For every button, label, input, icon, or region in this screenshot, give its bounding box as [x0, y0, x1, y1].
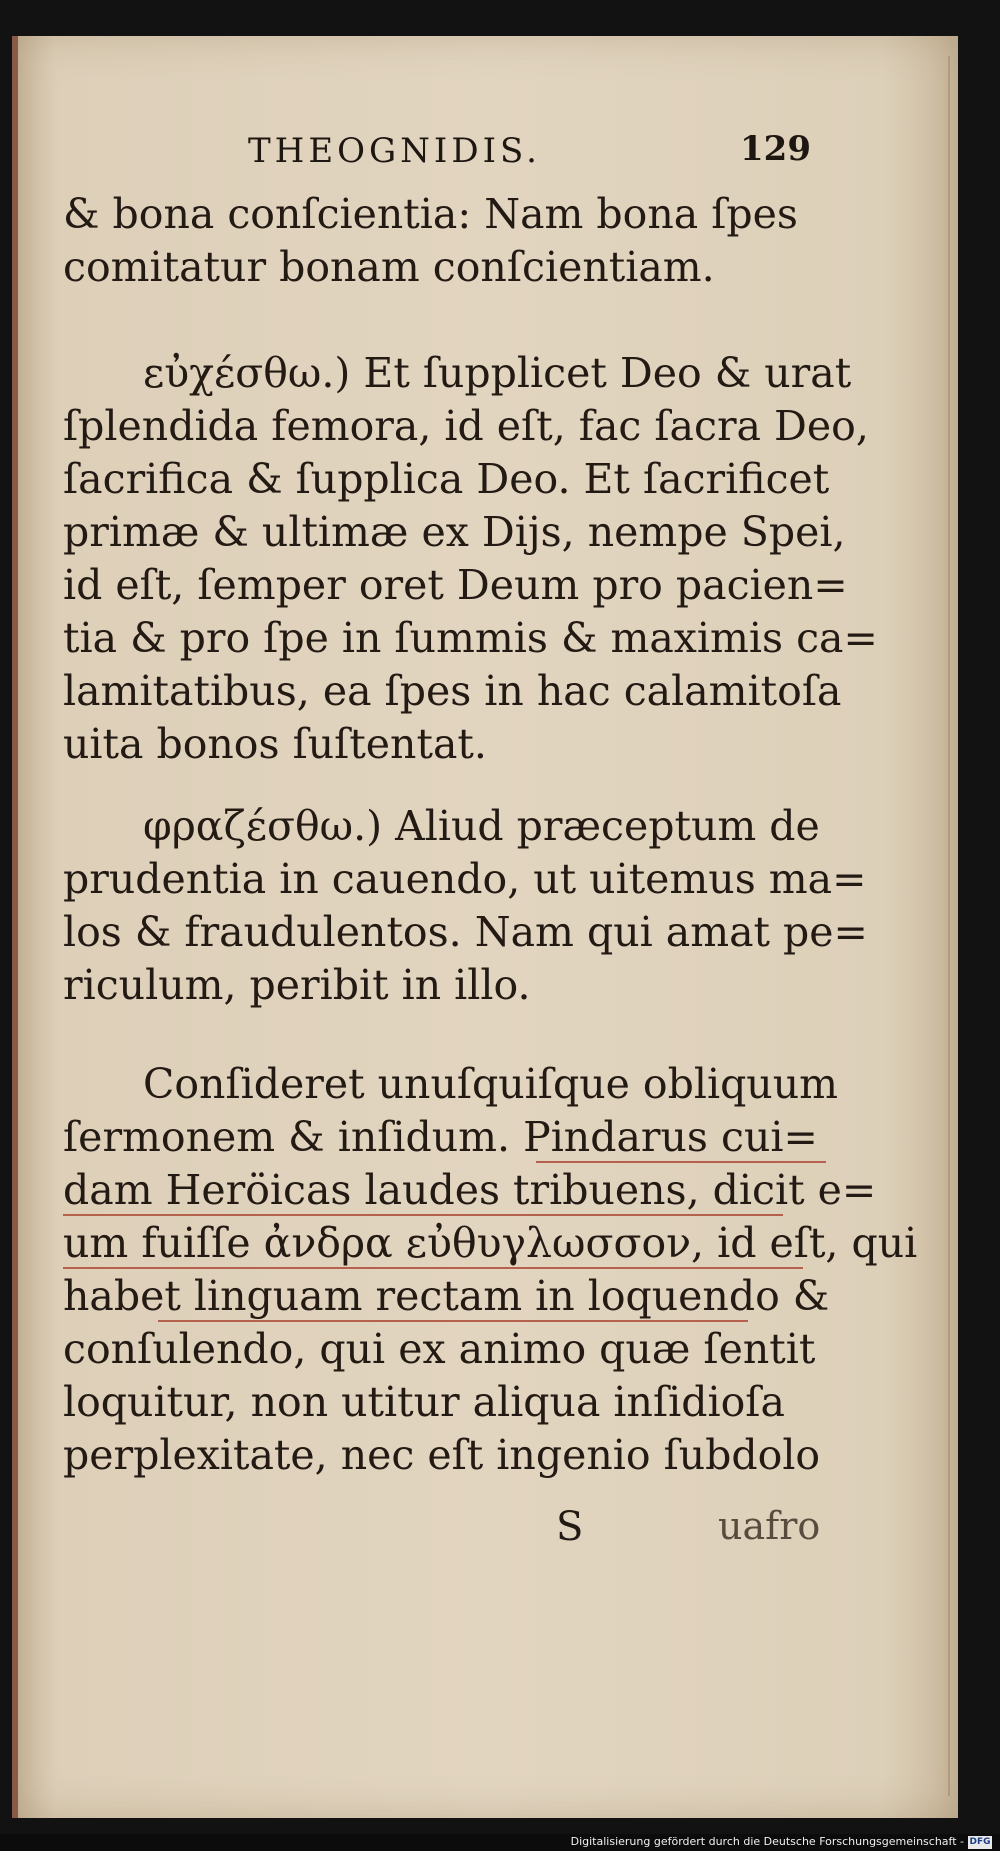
- text-line-22: perplexitate, nec eſt ingenio ſubdolo: [63, 1431, 821, 1479]
- handwritten-underline: [63, 1267, 803, 1269]
- text-line-15: Conſideret unuſquiſque obliquum: [143, 1060, 838, 1108]
- text-line-6: primæ & ultimæ ex Dijs, nempe Spei,: [63, 508, 846, 556]
- page-edge: [948, 56, 950, 1796]
- book-page: [12, 36, 958, 1818]
- handwritten-underline: [536, 1161, 826, 1163]
- text-line-7: id eſt, ſemper oret Deum pro pacien=: [63, 561, 848, 609]
- text-line-12: prudentia in cauendo, ut uitemus ma=: [63, 855, 867, 903]
- text-line-9: lamitatibus, ea ſpes in hac calamitoſa: [63, 667, 842, 715]
- text-line-10: uita bonos ſuſtentat.: [63, 720, 487, 768]
- text-line-17: dam Heröicas laudes tribuens, dicit e=: [63, 1166, 877, 1214]
- page-number: 129: [740, 129, 811, 169]
- catchword: uafro: [718, 1504, 821, 1548]
- text-line-21: loquitur, non utitur aliqua inſidioſa: [63, 1378, 785, 1426]
- text-line-11: φραζέσθω.) Aliud præceptum de: [143, 802, 820, 850]
- text-line-1: & bona conſcientia: Nam bona ſpes: [63, 190, 798, 238]
- text-line-18: um fuiſſe ἀνδρα εὐθυγλωσσον, id eſt, qui: [63, 1219, 918, 1267]
- dfg-logo-icon: DFG: [969, 1837, 991, 1847]
- signature-mark: S: [556, 1504, 584, 1550]
- text-line-19: habet linguam rectam in loquendo &: [63, 1272, 830, 1320]
- handwritten-underline: [158, 1320, 748, 1322]
- text-line-5: ſacrifica & ſupplica Deo. Et ſacrificet: [63, 455, 830, 503]
- text-line-2: comitatur bonam conſcientiam.: [63, 243, 715, 291]
- text-line-4: ſplendida femora, id eſt, fac ſacra Deo,: [63, 402, 869, 450]
- handwritten-underline: [63, 1214, 783, 1216]
- text-line-20: conſulendo, qui ex animo quæ ſentit: [63, 1325, 816, 1373]
- text-line-13: los & fraudulentos. Nam qui amat pe=: [63, 908, 868, 956]
- running-head: THEOGNIDIS.: [248, 131, 541, 171]
- text-line-16: ſermonem & inſidum. Pindarus cui=: [63, 1113, 818, 1161]
- text-line-3: εὐχέσθω.) Et ſupplicet Deo & urat: [143, 349, 852, 397]
- digitization-credit: Digitalisierung gefördert durch die Deutsche Forschungsgemeinschaft -: [570, 1835, 964, 1848]
- text-line-8: tia & pro ſpe in ſummis & maximis ca=: [63, 614, 878, 662]
- text-line-14: riculum, peribit in illo.: [63, 961, 531, 1009]
